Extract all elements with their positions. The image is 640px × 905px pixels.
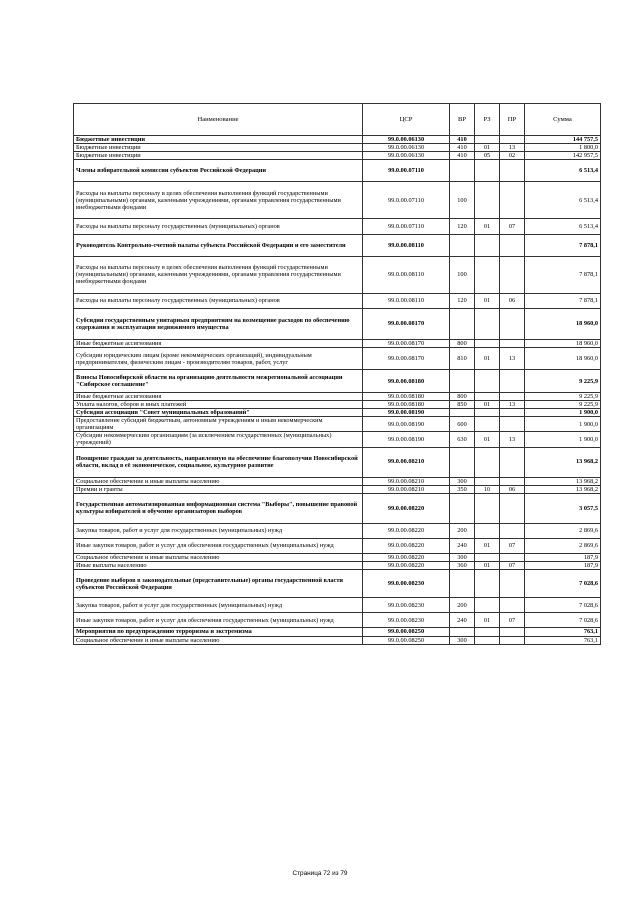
cell-rz [475, 160, 500, 182]
cell-vr: 100 [450, 256, 475, 293]
cell-pr: 13 [500, 400, 525, 408]
cell-pr [500, 370, 525, 393]
table-body [74, 136, 601, 645]
cell-name: Субсидия ассоциации "Совет муниципальных образований" [74, 409, 363, 417]
cell-pr: 06 [500, 293, 525, 309]
cell-vr: 300 [450, 477, 475, 485]
cell-csr: 99.0.00.08190 [363, 432, 450, 447]
cell-pr [500, 569, 525, 598]
cell-sum: 187,9 [525, 561, 601, 569]
table-row [74, 293, 601, 309]
cell-sum: 1 800,0 [525, 144, 601, 152]
cell-pr [500, 523, 525, 538]
cell-sum: 7 878,1 [525, 234, 601, 256]
table-row [74, 256, 601, 293]
cell-name: Члены избирательной комиссии субъектов Российской Федерации [74, 160, 363, 182]
cell-vr [450, 409, 475, 417]
cell-name: Социальное обеспечение и иные выплаты населению [74, 553, 363, 561]
cell-pr [500, 553, 525, 561]
cell-rz: 01 [475, 144, 500, 152]
cell-rz [475, 447, 500, 477]
cell-name: Уплата налогов, сборов и иных платежей [74, 400, 363, 408]
cell-pr: 13 [500, 347, 525, 370]
cell-name: Субсидии государственным унитарным предприятиям на возмещение расходов по обеспечению содержания и эксплуатации недвижимого имущества [74, 309, 363, 340]
budget-table [73, 103, 601, 645]
table-row [74, 400, 601, 408]
cell-csr: 99.0.00.08230 [363, 598, 450, 613]
cell-sum: 13 968,2 [525, 447, 601, 477]
cell-vr [450, 234, 475, 256]
cell-csr: 99.0.00.08180 [363, 370, 450, 393]
cell-name: Руководитель Контрольно-счетной палаты субъекта Российской Федерации и его заместители [74, 234, 363, 256]
header-name: Наименование [74, 104, 363, 136]
cell-rz [475, 553, 500, 561]
cell-pr [500, 477, 525, 485]
cell-vr: 200 [450, 523, 475, 538]
table-row [74, 309, 601, 340]
cell-sum: 18 960,0 [525, 309, 601, 340]
cell-rz [475, 136, 500, 144]
cell-name: Расходы на выплаты персоналу в целях обеспечения выполнения функций государственными (муниципальными) органами, казенными учреждениями, органами управления государственными внебюджетными фондами [74, 256, 363, 293]
cell-rz [475, 636, 500, 644]
cell-vr: 120 [450, 293, 475, 309]
cell-pr: 07 [500, 613, 525, 628]
cell-rz: 05 [475, 152, 500, 160]
cell-csr: 99.0.00.08250 [363, 636, 450, 644]
cell-rz [475, 569, 500, 598]
table-row [74, 477, 601, 485]
cell-name: Бюджетные инвестиции [74, 152, 363, 160]
cell-name: Государственная автоматизированная информационная система "Выборы", повышение правовой культуры избирателей и обучение организаторов выборов [74, 493, 363, 523]
cell-csr: 99.0.00.08220 [363, 538, 450, 553]
cell-pr [500, 598, 525, 613]
cell-sum: 18 960,0 [525, 339, 601, 347]
cell-sum: 1 900,0 [525, 417, 601, 432]
cell-pr [500, 256, 525, 293]
table-header-row [74, 104, 601, 136]
cell-vr: 800 [450, 339, 475, 347]
cell-csr: 99.0.00.08210 [363, 485, 450, 493]
cell-vr [450, 160, 475, 182]
page-number: Страница 72 из 79 [292, 870, 348, 877]
cell-csr: 99.0.00.07110 [363, 182, 450, 219]
header-vr: ВР [450, 104, 475, 136]
cell-name: Мероприятия по предупреждению терроризма и экстремизма [74, 628, 363, 636]
cell-pr: 13 [500, 432, 525, 447]
cell-name: Расходы на выплаты персоналу государственных (муниципальных) органов [74, 219, 363, 235]
cell-csr: 99.0.00.08170 [363, 347, 450, 370]
cell-name: Бюджетные инвестиции [74, 136, 363, 144]
cell-name: Предоставление субсидий бюджетным, автономным учреждениям и иным некоммерческим организациям [74, 417, 363, 432]
table-row [74, 553, 601, 561]
cell-csr: 99.0.00.08170 [363, 339, 450, 347]
cell-pr: 02 [500, 152, 525, 160]
cell-csr: 99.0.00.07110 [363, 219, 450, 235]
cell-sum: 763,1 [525, 636, 601, 644]
cell-pr [500, 309, 525, 340]
cell-name: Иные бюджетные ассигнования [74, 392, 363, 400]
cell-csr: 99.0.00.08110 [363, 256, 450, 293]
cell-csr: 99.0.00.08190 [363, 409, 450, 417]
cell-name: Проведение выборов в законодательные (представительные) органы государственной власти субъектов Российской Федерации [74, 569, 363, 598]
cell-pr [500, 417, 525, 432]
header-pr: ПР [500, 104, 525, 136]
cell-rz: 01 [475, 293, 500, 309]
cell-vr: 100 [450, 182, 475, 219]
table-row [74, 598, 601, 613]
cell-csr: 99.0.00.08110 [363, 293, 450, 309]
cell-vr: 300 [450, 553, 475, 561]
cell-sum: 187,9 [525, 553, 601, 561]
cell-rz: 01 [475, 400, 500, 408]
cell-csr: 99.0.00.07110 [363, 160, 450, 182]
cell-sum: 6 513,4 [525, 182, 601, 219]
cell-rz [475, 182, 500, 219]
cell-csr: 99.0.00.08230 [363, 569, 450, 598]
cell-csr: 99.0.00.06130 [363, 152, 450, 160]
cell-rz [475, 417, 500, 432]
cell-sum: 1 900,0 [525, 432, 601, 447]
cell-name: Бюджетные инвестиции [74, 144, 363, 152]
cell-vr: 850 [450, 400, 475, 408]
cell-rz: 01 [475, 613, 500, 628]
cell-rz: 01 [475, 219, 500, 235]
table-row [74, 392, 601, 400]
cell-vr: 200 [450, 598, 475, 613]
cell-rz [475, 339, 500, 347]
cell-sum: 9 225,9 [525, 400, 601, 408]
cell-rz: 01 [475, 347, 500, 370]
cell-pr: 07 [500, 538, 525, 553]
cell-vr: 800 [450, 392, 475, 400]
cell-vr: 360 [450, 561, 475, 569]
cell-name: Иные закупки товаров, работ и услуг для обеспечения государственных (муниципальных) нужд [74, 538, 363, 553]
cell-vr: 240 [450, 538, 475, 553]
header-csr: ЦСР [363, 104, 450, 136]
cell-sum: 3 057,5 [525, 493, 601, 523]
header-sum: Сумма [525, 104, 601, 136]
cell-pr: 06 [500, 485, 525, 493]
table-row [74, 447, 601, 477]
cell-sum: 7 028,6 [525, 569, 601, 598]
cell-csr: 99.0.00.06130 [363, 136, 450, 144]
cell-name: Взносы Новосибирской области на организацию деятельности межрегиональной ассоциации "Сибирское соглашение" [74, 370, 363, 393]
cell-name: Иные бюджетные ассигнования [74, 339, 363, 347]
cell-vr: 350 [450, 485, 475, 493]
cell-sum: 7 878,1 [525, 256, 601, 293]
table-row [74, 370, 601, 393]
cell-vr [450, 569, 475, 598]
cell-sum: 763,1 [525, 628, 601, 636]
cell-rz: 10 [475, 485, 500, 493]
table-row [74, 485, 601, 493]
table-row [74, 613, 601, 628]
cell-pr [500, 409, 525, 417]
cell-name: Закупка товаров, работ и услуг для государственных (муниципальных) нужд [74, 523, 363, 538]
cell-vr [450, 493, 475, 523]
table-row [74, 493, 601, 523]
cell-rz: 01 [475, 432, 500, 447]
cell-pr [500, 339, 525, 347]
cell-pr: 07 [500, 561, 525, 569]
cell-rz [475, 309, 500, 340]
cell-csr: 99.0.00.08170 [363, 309, 450, 340]
cell-pr [500, 392, 525, 400]
header-rz: РЗ [475, 104, 500, 136]
table-row [74, 628, 601, 636]
cell-rz [475, 409, 500, 417]
cell-rz [475, 598, 500, 613]
table-row [74, 347, 601, 370]
cell-rz [475, 523, 500, 538]
cell-name: Социальное обеспечение и иные выплаты населению [74, 636, 363, 644]
table-row [74, 636, 601, 644]
cell-vr [450, 628, 475, 636]
cell-pr [500, 160, 525, 182]
cell-sum: 7 878,1 [525, 293, 601, 309]
table-row [74, 234, 601, 256]
cell-name: Субсидии некоммерческим организациям (за исключением государственных (муниципальных) учреждений) [74, 432, 363, 447]
cell-name: Расходы на выплаты персоналу в целях обеспечения выполнения функций государственными (муниципальными) органами, казенными учреждениями, органами управления государственными внебюджетными фондами [74, 182, 363, 219]
cell-name: Премии и гранты [74, 485, 363, 493]
cell-sum: 6 513,4 [525, 219, 601, 235]
cell-vr: 810 [450, 347, 475, 370]
cell-csr: 99.0.00.08220 [363, 493, 450, 523]
cell-csr: 99.0.00.08230 [363, 613, 450, 628]
cell-rz: 01 [475, 561, 500, 569]
table-row [74, 569, 601, 598]
table-row [74, 561, 601, 569]
cell-sum: 142 957,5 [525, 152, 601, 160]
cell-rz [475, 628, 500, 636]
cell-vr: 240 [450, 613, 475, 628]
cell-sum: 9 225,9 [525, 370, 601, 393]
cell-name: Социальное обеспечение и иные выплаты населению [74, 477, 363, 485]
table-row [74, 339, 601, 347]
cell-pr: 07 [500, 219, 525, 235]
table-row [74, 219, 601, 235]
table-row [74, 152, 601, 160]
cell-rz [475, 392, 500, 400]
cell-csr: 99.0.00.08250 [363, 628, 450, 636]
cell-vr: 600 [450, 417, 475, 432]
cell-sum: 6 513,4 [525, 160, 601, 182]
cell-vr: 120 [450, 219, 475, 235]
cell-csr: 99.0.00.06130 [363, 144, 450, 152]
table-row [74, 160, 601, 182]
table-row [74, 538, 601, 553]
cell-pr [500, 182, 525, 219]
cell-csr: 99.0.00.08190 [363, 417, 450, 432]
cell-csr: 99.0.00.08220 [363, 553, 450, 561]
cell-csr: 99.0.00.08180 [363, 400, 450, 408]
cell-vr: 300 [450, 636, 475, 644]
cell-name: Поощрение граждан за деятельность, направленную на обеспечение благополучия Новосибирской области, вклад в её экономическое, социальное, культурное развитие [74, 447, 363, 477]
cell-pr [500, 628, 525, 636]
cell-name: Иные закупки товаров, работ и услуг для обеспечения государственных (муниципальных) нужд [74, 613, 363, 628]
cell-sum: 13 968,2 [525, 477, 601, 485]
cell-csr: 99.0.00.08220 [363, 561, 450, 569]
cell-pr [500, 234, 525, 256]
cell-rz [475, 370, 500, 393]
cell-rz [475, 234, 500, 256]
cell-sum: 18 960,0 [525, 347, 601, 370]
cell-csr: 99.0.00.08110 [363, 234, 450, 256]
cell-pr [500, 636, 525, 644]
cell-vr: 410 [450, 144, 475, 152]
cell-csr: 99.0.00.08220 [363, 523, 450, 538]
table-row [74, 523, 601, 538]
table-row [74, 144, 601, 152]
table-row [74, 417, 601, 432]
cell-rz: 01 [475, 538, 500, 553]
cell-csr: 99.0.00.08210 [363, 447, 450, 477]
table-row [74, 182, 601, 219]
cell-sum: 2 869,6 [525, 523, 601, 538]
table-row [74, 136, 601, 144]
cell-sum: 9 225,9 [525, 392, 601, 400]
cell-pr [500, 447, 525, 477]
cell-csr: 99.0.00.08210 [363, 477, 450, 485]
table-row [74, 409, 601, 417]
cell-pr [500, 493, 525, 523]
cell-vr [450, 370, 475, 393]
cell-name: Иные выплаты населению [74, 561, 363, 569]
cell-sum: 1 900,0 [525, 409, 601, 417]
cell-vr [450, 309, 475, 340]
cell-csr: 99.0.00.08180 [363, 392, 450, 400]
cell-sum: 7 028,6 [525, 613, 601, 628]
cell-name: Субсидии юридическим лицам (кроме некоммерческих организаций), индивидуальным предпринимателям, физическим лицам - производителям товаров, работ, услуг [74, 347, 363, 370]
cell-sum: 144 757,5 [525, 136, 601, 144]
cell-vr: 630 [450, 432, 475, 447]
cell-rz [475, 493, 500, 523]
cell-vr: 410 [450, 152, 475, 160]
cell-vr: 410 [450, 136, 475, 144]
cell-rz [475, 477, 500, 485]
cell-name: Расходы на выплаты персоналу государственных (муниципальных) органов [74, 293, 363, 309]
cell-sum: 13 968,2 [525, 485, 601, 493]
cell-vr [450, 447, 475, 477]
table-row [74, 432, 601, 447]
cell-rz [475, 256, 500, 293]
cell-sum: 2 869,6 [525, 538, 601, 553]
cell-sum: 7 028,6 [525, 598, 601, 613]
cell-name: Закупка товаров, работ и услуг для государственных (муниципальных) нужд [74, 598, 363, 613]
cell-pr: 13 [500, 144, 525, 152]
cell-pr [500, 136, 525, 144]
